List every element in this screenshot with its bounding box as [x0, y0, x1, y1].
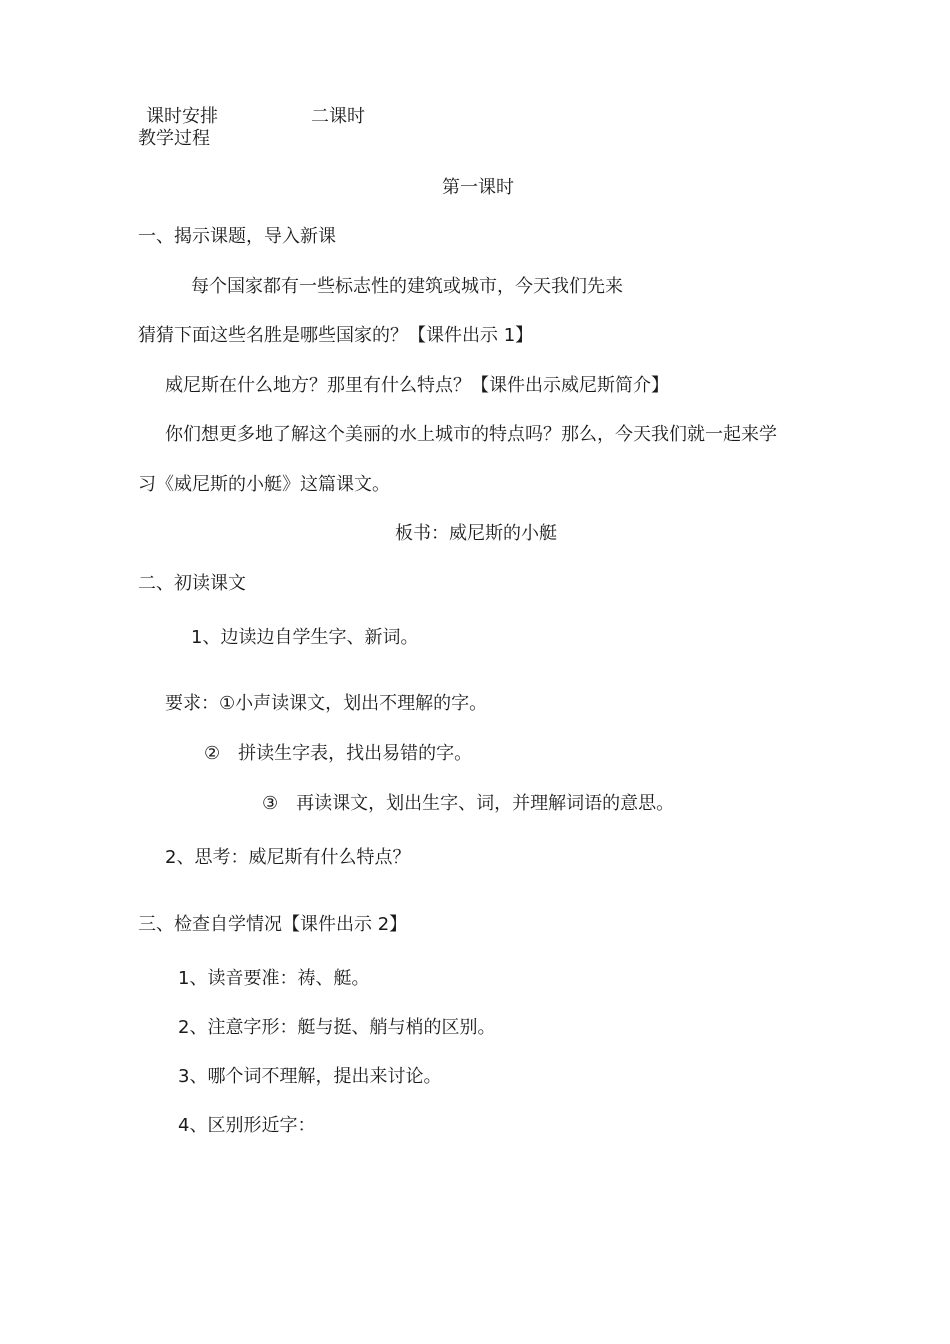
list-item: 2、注意字形：艇与挺、艄与梢的区别。	[178, 1017, 496, 1038]
list-item: 3、哪个词不理解，提出来讨论。	[178, 1066, 442, 1087]
list-item: 2、思考：威尼斯有什么特点？	[165, 847, 411, 868]
section1-paragraph: 猜猜下面这些名胜是哪些国家的？【课件出示 1】	[138, 325, 534, 346]
requirement-item: ③ 再读课文，划出生字、词，并理解词语的意思。	[262, 793, 675, 814]
requirement-item: 要求：①小声读课文，划出不理解的字。	[165, 693, 488, 714]
list-item: 1、读音要准：祷、艇。	[178, 968, 370, 989]
section1-paragraph: 习《威尼斯的小艇》这篇课文。	[138, 474, 390, 495]
section3-heading: 三、检查自学情况【课件出示 2】	[138, 914, 408, 935]
section1-paragraph: 你们想更多地了解这个美丽的水上城市的特点吗？那么，今天我们就一起来学	[165, 424, 777, 445]
process-label: 教学过程	[138, 128, 210, 149]
blackboard-note: 板书：威尼斯的小艇	[395, 523, 557, 544]
lesson-title: 第一课时	[442, 177, 514, 198]
section1-paragraph: 威尼斯在什么地方？那里有什么特点？【课件出示威尼斯简介】	[165, 375, 669, 396]
section1-paragraph: 每个国家都有一些标志性的建筑或城市，今天我们先来	[191, 276, 623, 297]
list-item: 4、区别形近字：	[178, 1115, 316, 1136]
section2-heading: 二、初读课文	[138, 573, 246, 594]
list-item: 1、边读边自学生字、新词。	[191, 627, 419, 648]
requirement-item: ② 拼读生字表，找出易错的字。	[204, 743, 473, 764]
schedule-value: 二课时	[311, 106, 365, 127]
section1-heading: 一、揭示课题，导入新课	[138, 226, 336, 247]
schedule-label: 课时安排	[146, 106, 218, 127]
